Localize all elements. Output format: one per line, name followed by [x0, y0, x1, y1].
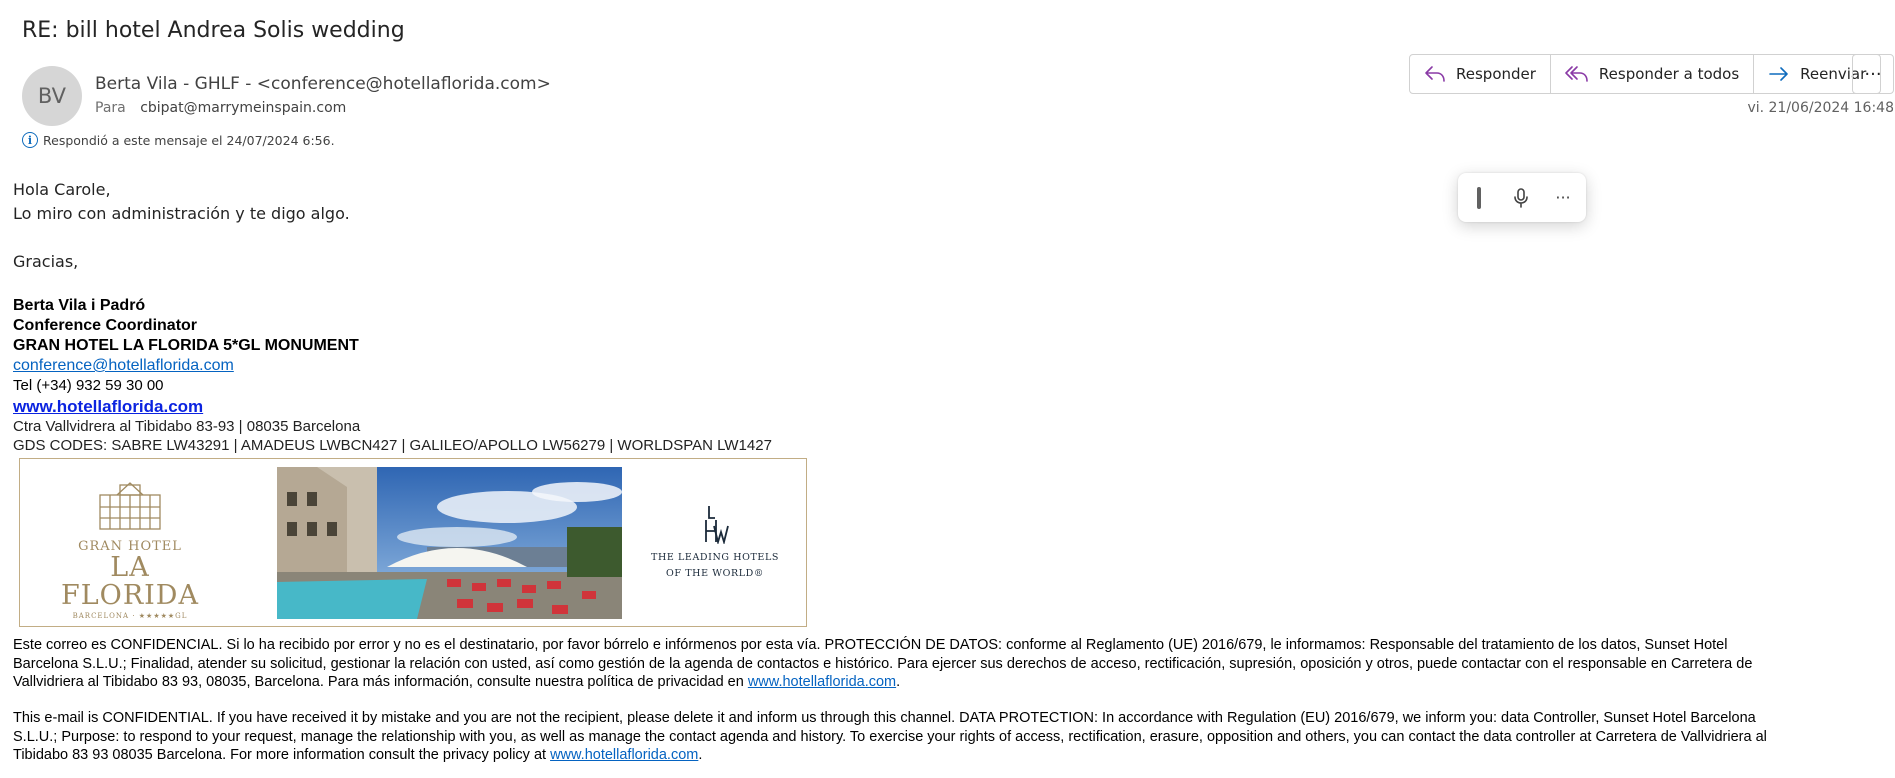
- info-icon: i: [22, 132, 38, 148]
- signature-banner: [19, 458, 807, 627]
- legal-text-es: Este correo es CONFIDENCIAL. Si lo ha recibido por error y no es el destinatario, por favor bórrelo e infórmenos por esta vía. PROTECCIÓN DE DATOS: conforme al Reglamento (UE) 2016/679, le informamos: Responsable del tratamiento de los datos, Sunset Hotel Barcelona S.L.U.; Finalidad, atender su solicitud, gestionar la relación con usted, así como gestión de la agenda de contactos e histórico. Para ejercer sus derechos de acceso, rectificación, supresión, oposición y otros, puede contactar con el responsable en Carretera de Vallvidriera al Tibidabo 83 93, 08035, Barcelona. Para más información, consulte nuestra política de privacidad en: [13, 637, 1753, 690]
- signature-role: Conference Coordinator: [13, 317, 198, 334]
- message-body: [13, 178, 350, 274]
- sender-avatar[interactable]: BV: [22, 66, 82, 126]
- signature-gds: GDS CODES: SABRE LW43291 | AMADEUS LWBCN427 | GALILEO/APOLLO LW56279 | WORLDSPAN LW1427: [13, 437, 772, 454]
- reply-label: Responder: [1456, 65, 1536, 83]
- replied-notice: [22, 132, 335, 148]
- reply-all-icon: [1565, 65, 1589, 83]
- lhw-line1: THE LEADING HOTELS: [651, 552, 779, 563]
- reply-icon: [1424, 65, 1446, 83]
- message-date: vi. 21/06/2024 16:48: [1747, 100, 1894, 116]
- to-label: Para: [95, 100, 126, 116]
- signature-web-link[interactable]: www.hotellaflorida.com: [13, 397, 204, 416]
- lhw-line2: OF THE WORLD®: [666, 568, 764, 579]
- signature: [13, 296, 772, 455]
- replied-notice-text: Respondió a este mensaje el 24/07/2024 6:56.: [43, 132, 335, 148]
- recipient-line: [95, 100, 346, 116]
- legal-text-en: This e-mail is CONFIDENTIAL. If you have received it by mistake and you are not the recipient, please delete it and inform us through this channel. DATA PROTECTION: In accordance with Regulation (EU) 2016/679, we inform you: data Controller, Sunset Hotel Barcelona S.L.U.; Purpose: to respond to your request, manage the relationship with you, as well as manage the contact agenda and history. To exercise your rights of access, rectification, erasure, opposition and others, you can contact the data controller at Carretera de Vallvidriera al Tibidabo 83 93 08035 Barcelona. For more information consult the privacy policy at: [13, 710, 1767, 763]
- more-actions-button[interactable]: [1852, 54, 1894, 94]
- message-actions: [1409, 54, 1881, 94]
- signature-name: Berta Vila i Padró: [13, 297, 146, 314]
- lhw-monogram-icon: [700, 504, 730, 544]
- legal-end-es: .: [896, 674, 901, 690]
- logo-main-text: LA FLORIDA: [61, 552, 199, 611]
- toolbar-grip[interactable]: [1458, 173, 1500, 222]
- logo-top-text: GRAN HOTEL: [78, 539, 182, 554]
- signature-email-link[interactable]: conference@hotellaflorida.com: [13, 357, 234, 374]
- reply-button[interactable]: [1410, 55, 1551, 93]
- reply-all-button[interactable]: [1551, 55, 1754, 93]
- legal-notice-en: [13, 709, 1793, 765]
- email-subject: RE: bill hotel Andrea Solis wedding: [22, 18, 405, 43]
- hotel-logo: [60, 481, 200, 620]
- signature-address: Ctra Vallvidrera al Tibidabo 83-93 | 08035 Barcelona: [13, 418, 361, 435]
- body-line: Lo miro con administración y te digo algo.: [13, 204, 350, 223]
- microphone-icon: [1511, 187, 1531, 209]
- floating-toolbar: [1458, 173, 1586, 222]
- legal-end-en: .: [698, 747, 703, 763]
- dictate-button[interactable]: [1500, 173, 1542, 222]
- blank-line: [13, 226, 350, 250]
- hotel-photo: [277, 467, 622, 619]
- privacy-link-es[interactable]: www.hotellaflorida.com: [747, 674, 897, 690]
- recipient-address[interactable]: cbipat@marrymeinspain.com: [140, 100, 347, 116]
- legal-notice-es: [13, 636, 1793, 692]
- signature-tel: Tel (+34) 932 59 30 00: [13, 377, 164, 394]
- grip-handle-icon: [1477, 187, 1481, 209]
- leading-hotels-logo: [640, 504, 790, 580]
- hotel-terrace-image: [277, 467, 622, 619]
- privacy-link-en[interactable]: www.hotellaflorida.com: [550, 747, 699, 763]
- logo-bottom-text: BARCELONA · ★★★★★GL: [72, 612, 188, 620]
- greeting: Hola Carole,: [13, 180, 111, 199]
- sender-name[interactable]: Berta Vila - GHLF - <conference@hotellaflorida.com>: [95, 74, 551, 94]
- forward-arrow-icon: [1768, 65, 1790, 83]
- hotel-building-icon: [95, 481, 165, 531]
- more-horizontal-icon: ···: [1864, 63, 1882, 85]
- forward-label: Reenviar: [1800, 65, 1867, 83]
- reply-all-label: Responder a todos: [1598, 65, 1740, 83]
- signature-hotel: GRAN HOTEL LA FLORIDA 5*GL MONUMENT: [13, 337, 359, 354]
- more-horizontal-icon: ···: [1555, 188, 1571, 207]
- thanks-line: Gracias,: [13, 252, 79, 271]
- toolbar-more-button[interactable]: [1542, 173, 1584, 222]
